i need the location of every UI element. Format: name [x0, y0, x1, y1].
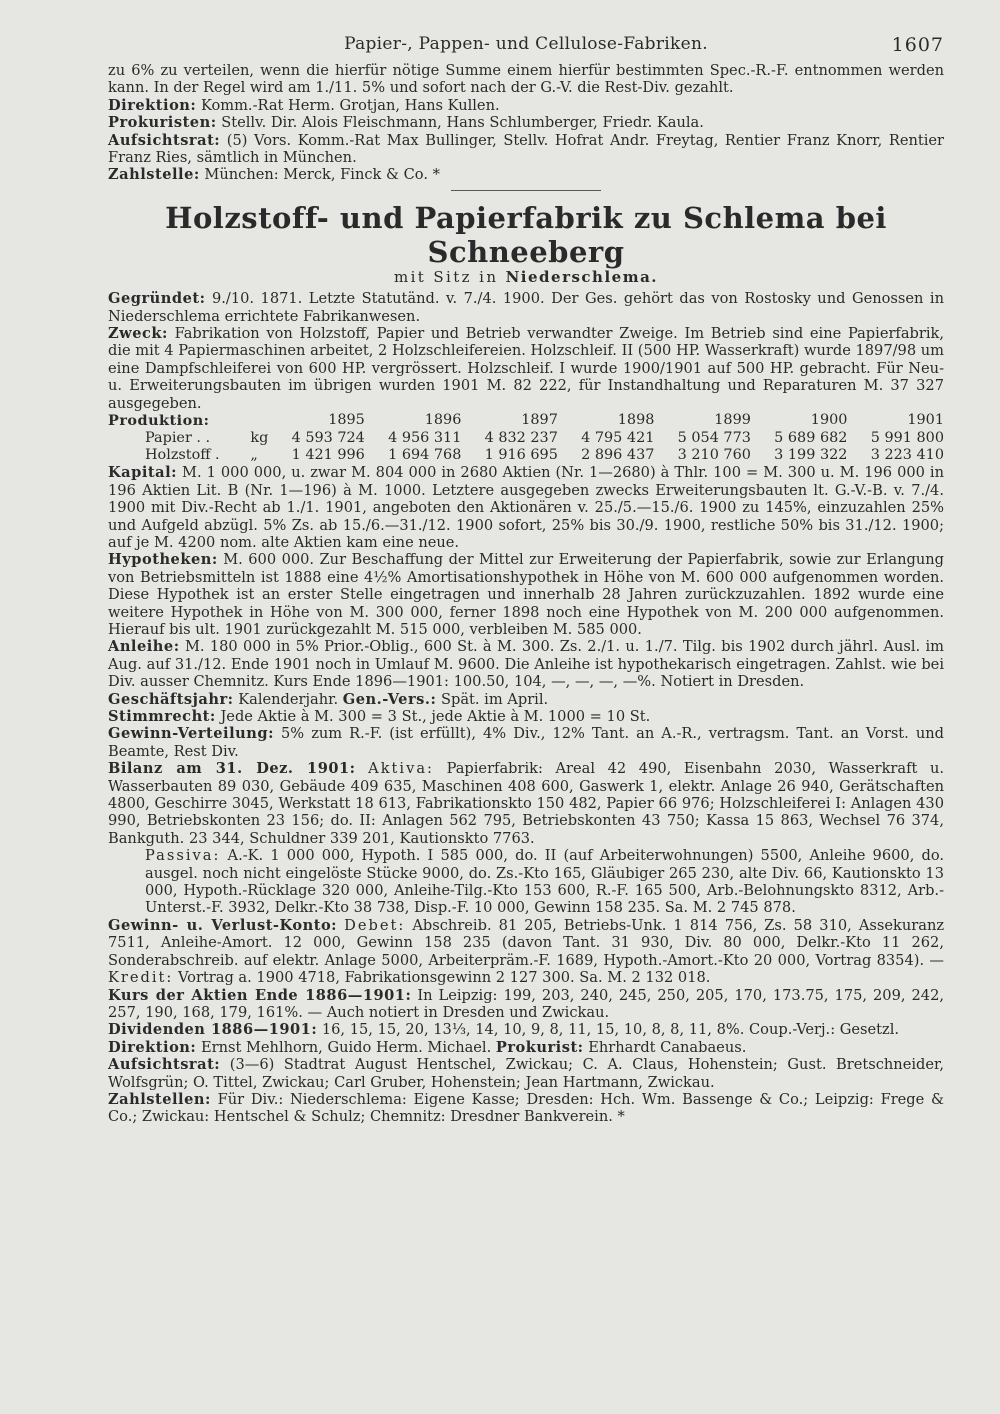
production-value: 3 199 322: [774, 446, 848, 463]
production-year: 1899: [714, 412, 751, 429]
production-year: 1895: [328, 412, 365, 429]
prev-zahlstelle-label: Zahlstelle:: [108, 166, 200, 184]
prev-aufsichtsrat-text: (5) Vors. Komm.-Rat Max Bullinger, Stellv. Hofrat Andr. Freytag, Rentier Franz Knorr, Rentier Franz Ries, sämtlich in München.: [108, 131, 945, 167]
section-divider: [451, 190, 601, 191]
page-body: [108, 62, 944, 1126]
gegruendet-entry: [108, 290, 944, 325]
dividenden-label: Dividenden 1886—1901:: [108, 1021, 318, 1039]
company-title: Holzstoff- und Papierfabrik zu Schlema bei Schneeberg: [165, 200, 887, 269]
aktiva-text: Papierfabrik: Areal 42 490, Eisenbahn 2030, Wasserkraft u. Wasserbauten 89 030, Gebäude 409 635, Maschinen 408 600, Gaswerk 1, elektr. Anlage 26 940, Gerätschaften 4800, Geschirre 3045, Werkstatt 18 613, Fabrikationskto 150 482, Papier 66 976; Holzschleiferei I: Anlagen 430 990, Betriebskonten 23 156; do. II: Anlagen 562 795, Betriebskonten 43 750; Kassa 15 863, Wechsel 76 374, Bankguth. 23 344, Schuldner 339 201, Kautionskto 7763.: [108, 760, 945, 847]
zahlstellen-entry: [108, 1091, 944, 1126]
anleihe-text: M. 180 000 in 5% Prior.-Oblig., 600 St. à M. 300. Zs. 2./1. u. 1./7. Tilg. bis 1902 durch jährl. Ausl. im Aug. auf 31./12. Ende 1901 noch in Umlauf M. 9600. Die Anleihe ist hypothekarisch eingetragen. Zahlst. wie bei Div. ausser Chemnitz. Kurs Ende 1896—1901: 100.50, 104, —, —, —, —%. Notiert in Dresden.: [108, 638, 944, 691]
kurs-label: Kurs der Aktien Ende 1886—1901:: [108, 986, 412, 1004]
aktiva-label: Aktiva:: [368, 760, 434, 778]
hypotheken-label: Hypotheken:: [108, 551, 218, 569]
prev-distribution-text: zu 6% zu verteilen, wenn die hierfür nötige Summe einem hierfür bestimmten Spec.-R.-F. entnommen werden kann. In der Regel wird am 1./11. 5% und sofort nach der G.-V. die Rest-Div. gezahlt.: [108, 62, 944, 97]
production-row-papier: [108, 430, 944, 447]
production-header-row: [108, 412, 944, 429]
genvers-label: Gen.-Vers.:: [342, 690, 437, 708]
direktion-text: Ernst Mehlhorn, Guido Herm. Michael.: [200, 1038, 492, 1056]
production-value: 5 054 773: [677, 429, 751, 446]
prev-direktion-text: Komm.-Rat Herm. Grotjan, Hans Kullen.: [200, 96, 500, 114]
gewinnverteilung-entry: [108, 725, 944, 760]
genvers-text: Spät. im April.: [440, 690, 549, 708]
production-row-holzstoff: [108, 447, 944, 464]
production-unit: „: [250, 446, 258, 463]
zahlstellen-label: Zahlstellen:: [108, 1090, 211, 1108]
gewinnverteilung-label: Gewinn-Verteilung:: [108, 725, 274, 743]
zweck-entry: [108, 325, 944, 412]
kapital-label: Kapital:: [108, 464, 178, 482]
prev-direktion-entry: [108, 97, 944, 114]
aufsichtsrat-label: Aufsichtsrat:: [108, 1056, 221, 1074]
kapital-text: M. 1 000 000, u. zwar M. 804 000 in 2680 Aktien (Nr. 1—2680) à Thlr. 100 = M. 300 u. M. 196 000 in 196 Aktien Lit. B (Nr. 1—196) à M. 1000. Letztere ausgegeben zwecks Erweiterungsbauten lt. G.-V.-B. v. 7./4. 1900 mit Div.-Recht ab 1./1. 1901, angeboten den Aktionären v. 25./5.—15./6. 1900 zu 145%, einzuzahlen 25% und Aufgeld abzügl. 5% Zs. ab 15./6.—31./12. 1900 sofort, 25% bis 30./9. 1900, restliche 50% bis 31./12. 1900; auf je M. 4200 nom. alte Aktien kam eine neue.: [108, 464, 944, 551]
aufsichtsrat-text: (3—6) Stadtrat August Hentschel, Zwickau; C. A. Claus, Hohenstein; Gust. Bretschneider, Wolfsgrün; O. Tittel, Zwickau; Carl Gruber, Hohenstein; Jean Hartmann, Zwickau.: [108, 1056, 944, 1091]
prev-prokuristen-entry: [108, 114, 944, 131]
kapital-entry: [108, 464, 944, 551]
anleihe-entry: [108, 638, 944, 690]
geschaeftsjahr-text: Kalenderjahr.: [238, 690, 339, 708]
gewinnverteilung-text: 5% zum R.-F. (ist erfüllt), 4% Div., 12% Tant. an A.-R., vertragsm. Tant. an Vorst. und Beamte, Rest Div.: [108, 725, 944, 760]
prokurist-label: Prokurist:: [495, 1038, 584, 1056]
production-year: 1897: [521, 412, 558, 429]
running-header: [108, 34, 944, 62]
page-number: 1607: [891, 34, 944, 56]
production-value: 4 956 311: [388, 429, 462, 446]
passiva-text: A.-K. 1 000 000, Hypoth. I 585 000, do. II (auf Arbeiterwohnungen) 5500, Anleihe 9600, do. ausgel. noch nicht eingelöste Stücke 9000, do. Zs.-Kto 165, Gläubiger 265 230, alte Div. 66, Kautionskto 13 000, Hypoth.-Rücklage 320 000, Anleihe-Tilg.-Kto 153 600, R.-F. 165 500, Arb.-Belohnungskto 8312, Arb.-Unterst.-F. 3932, Delkr.-Kto 38 738, Disp.-F. 10 000, Gewinn 158 235. Sa. M. 2 745 878.: [145, 847, 944, 917]
prev-prokuristen-label: Prokuristen:: [108, 114, 217, 132]
stimmrecht-entry: [108, 708, 944, 725]
production-value: 3 223 410: [870, 446, 944, 463]
prev-prokuristen-text: Stellv. Dir. Alois Fleischmann, Hans Schlumberger, Friedr. Kaula.: [221, 114, 704, 132]
production-value: 4 593 724: [291, 429, 365, 446]
production-row-name: Papier . .: [145, 429, 211, 446]
company-seat-place: Niederschlema.: [505, 267, 659, 286]
guv-label: Gewinn- u. Verlust-Konto:: [108, 916, 338, 934]
production-value: 1 421 996: [291, 446, 365, 463]
production-year: 1898: [617, 412, 655, 429]
dividenden-text: 16, 15, 15, 20, 13⅓, 14, 10, 9, 8, 11, 15, 10, 8, 8, 11, 8%. Coup.-Verj.: Gesetzl.: [321, 1021, 900, 1039]
production-value: 4 795 421: [581, 429, 655, 446]
debet-text: Abschreib. 81 205, Betriebs-Unk. 1 814 756, Zs. 58 310, Assekuranz 7511, Anleihe-Amort. 12 000, Gewinn 158 235 (davon Tant. 31 930, Div. 80 000, Delkr.-Kto 11 262, Sonderabschreib. auf elektr. Anlage 5000, Arbeiterpräm.-F. 1689, Hypoth.-Amort.-Kto 20 000, Vortrag 8354). —: [108, 916, 945, 969]
production-row-name: Holzstoff .: [145, 446, 220, 463]
production-value: 1 694 768: [388, 446, 462, 463]
stimmrecht-label: Stimmrecht:: [108, 708, 216, 725]
production-value: 4 832 237: [484, 429, 558, 446]
production-value: 1 916 695: [484, 446, 558, 463]
gegruendet-label: Gegründet:: [108, 290, 206, 308]
passiva-entry: [108, 847, 944, 917]
production-value: 5 689 682: [774, 429, 848, 446]
company-seat-prefix: mit Sitz in: [393, 267, 499, 286]
kurs-text: In Leipzig: 199, 203, 240, 245, 250, 205, 170, 173.75, 175, 209, 242, 257, 190, 168, 179, 161%. — Auch notiert in Dresden und Zwickau.: [108, 986, 944, 1021]
hypotheken-entry: [108, 551, 944, 638]
direktion-entry: [108, 1039, 944, 1056]
kredit-text: Vortrag a. 1900 4718, Fabrikationsgewinn 2 127 300. Sa. M. 2 132 018.: [177, 969, 711, 987]
kredit-label: Kredit:: [108, 969, 174, 987]
production-year: 1900: [810, 412, 848, 429]
production-table: [108, 412, 944, 464]
passiva-label: Passiva:: [145, 847, 221, 865]
debet-label: Debet:: [344, 916, 406, 934]
production-year: 1901: [907, 412, 944, 429]
hypotheken-text: M. 600 000. Zur Beschaffung der Mittel zur Erweiterung der Papierfabrik, sowie zur Erlangung von Betriebsmitteln ist 1888 eine 4½% Amortisationshypothek in Höhe von M. 600 000 aufgenommen worden. Diese Hypothek ist an erster Stelle eingetragen und innerhalb 28 Jahren zurückzuzahlen. 1892 wurde eine weitere Hypothek in Höhe von M. 300 000, ferner 1898 noch eine Hypothek von M. 200 000 aufgenommen. Hierauf bis ult. 1901 zurückgezahlt M. 515 000, verbleiben M. 585 000.: [108, 551, 944, 638]
geschaeftsjahr-entry: [108, 691, 944, 708]
production-value: 3 210 760: [677, 446, 751, 463]
company-seat: [108, 269, 944, 286]
produktion-label: Produktion:: [108, 412, 210, 430]
bilanz-label: Bilanz am 31. Dez. 1901:: [108, 760, 356, 778]
dividenden-entry: [108, 1021, 944, 1038]
zweck-text: Fabrikation von Holzstoff, Papier und Betrieb verwandter Zweige. Im Betrieb sind eine Papierfabrik, die mit 4 Papiermaschinen arbeitet, 2 Holzschleifereien. Holzschleif. II (500 HP. Wasserkraft) wurde 1897/98 um eine Dampfschleiferei von 600 HP. vergrössert. Holzschleif. I wurde 1900/1901 auf 500 HP. gebracht. Für Neu- u. Erweiterungsbauten im übrigen wurden 1901 M. 82 222, für Instandhaltung und Reparaturen M. 37 327 ausgegeben.: [108, 325, 945, 412]
production-value: 2 896 437: [581, 446, 655, 463]
direktion-label: Direktion:: [108, 1038, 197, 1056]
anleihe-label: Anleihe:: [108, 638, 180, 656]
production-unit: kg: [250, 429, 269, 446]
aufsichtsrat-entry: [108, 1056, 944, 1091]
prev-zahlstelle-text: München: Merck, Finck & Co. *: [204, 166, 440, 184]
production-value: 5 991 800: [870, 429, 944, 446]
running-title: Papier-, Pappen- und Cellulose-Fabriken.: [344, 34, 708, 54]
prokurist-text: Ehrhardt Canabaeus.: [588, 1038, 747, 1056]
prev-aufsichtsrat-label: Aufsichtsrat:: [108, 131, 221, 149]
kurs-entry: [108, 987, 944, 1022]
guv-entry: [108, 917, 944, 987]
bilanz-entry: [108, 760, 944, 847]
zahlstellen-text: Für Div.: Niederschlema: Eigene Kasse; Dresden: Hch. Wm. Bassenge & Co.; Leipzig: Frege & Co.; Zwickau: Hentschel & Schulz; Chemnitz: Dresdner Bankverein. *: [108, 1090, 944, 1126]
zweck-label: Zweck:: [108, 325, 168, 343]
geschaeftsjahr-label: Geschäftsjahr:: [108, 690, 234, 708]
prev-direktion-label: Direktion:: [108, 96, 197, 114]
production-year: 1896: [424, 412, 462, 429]
gegruendet-text: 9./10. 1871. Letzte Statutänd. v. 7./4. 1900. Der Ges. gehört das von Rostosky und Genossen in Niederschlema errichtete Fabrikanwesen.: [108, 290, 945, 325]
prev-zahlstelle-entry: [108, 166, 944, 183]
prev-aufsichtsrat-entry: [108, 132, 944, 167]
stimmrecht-text: Jede Aktie à M. 300 = 3 St., jede Aktie à M. 1000 = 10 St.: [220, 708, 651, 725]
